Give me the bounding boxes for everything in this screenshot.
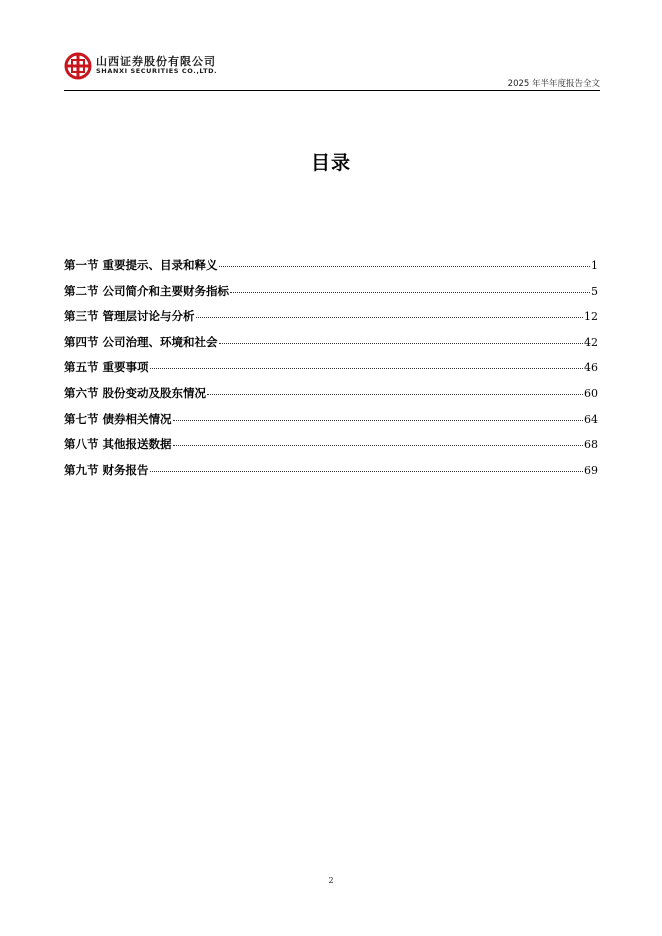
toc-entry-page: 60 [584, 386, 598, 400]
toc-entry-page: 68 [584, 438, 598, 452]
toc-leader-dots [219, 343, 583, 344]
toc-entry-page: 12 [584, 310, 598, 324]
toc-leader-dots [196, 317, 583, 318]
toc-entry-label: 第七节 债券相关情况 [64, 411, 172, 426]
toc-entry[interactable] [64, 257, 598, 283]
toc-entry[interactable] [64, 462, 598, 488]
toc-entry-page: 5 [591, 284, 598, 298]
toc-entry-page: 42 [584, 335, 598, 349]
toc-entry-label: 第二节 公司简介和主要财务指标 [64, 283, 230, 298]
report-title: 2025 年半年度报告全文 [507, 79, 600, 89]
toc-entry-label: 第四节 公司治理、环境和社会 [64, 334, 218, 349]
company-logo-icon [64, 52, 92, 80]
company-name-en: SHANXI SECURITIES CO.,LTD. [96, 67, 218, 75]
toc-title: 目录 [310, 152, 351, 174]
toc-entry-page: 64 [584, 412, 598, 426]
toc-leader-dots [173, 420, 583, 421]
toc-entry[interactable] [64, 359, 598, 385]
toc-entry-page: 69 [584, 463, 598, 477]
toc-entry[interactable] [64, 436, 598, 462]
toc-leader-dots [150, 471, 583, 472]
toc-entry[interactable] [64, 385, 598, 411]
header-divider [64, 90, 600, 91]
company-name-cn: 山西证券股份有限公司 [96, 55, 216, 68]
toc-entry-label: 第三节 管理层讨论与分析 [64, 309, 195, 324]
toc-entry[interactable] [64, 334, 598, 360]
page-number: 2 [328, 876, 334, 885]
page-header [64, 50, 600, 92]
toc-leader-dots [173, 445, 583, 446]
toc-entry-label: 第九节 财务报告 [64, 462, 149, 477]
toc-entry-label: 第八节 其他报送数据 [64, 437, 172, 452]
toc-entry-page: 46 [584, 361, 598, 375]
toc-entry-page: 1 [591, 259, 598, 272]
toc-entry-label: 第五节 重要事项 [64, 360, 149, 375]
toc-entry-label: 第一节 重要提示、目录和释义 [64, 258, 218, 272]
toc-entry[interactable] [64, 283, 598, 309]
toc-leader-dots [219, 266, 590, 267]
toc-leader-dots [230, 292, 590, 293]
toc-entry-label: 第六节 股份变动及股东情况 [64, 385, 207, 400]
toc-leader-dots [207, 394, 583, 395]
toc-entry[interactable] [64, 411, 598, 437]
toc-entry[interactable] [64, 308, 598, 334]
table-of-contents [64, 257, 598, 487]
toc-leader-dots [150, 368, 583, 369]
